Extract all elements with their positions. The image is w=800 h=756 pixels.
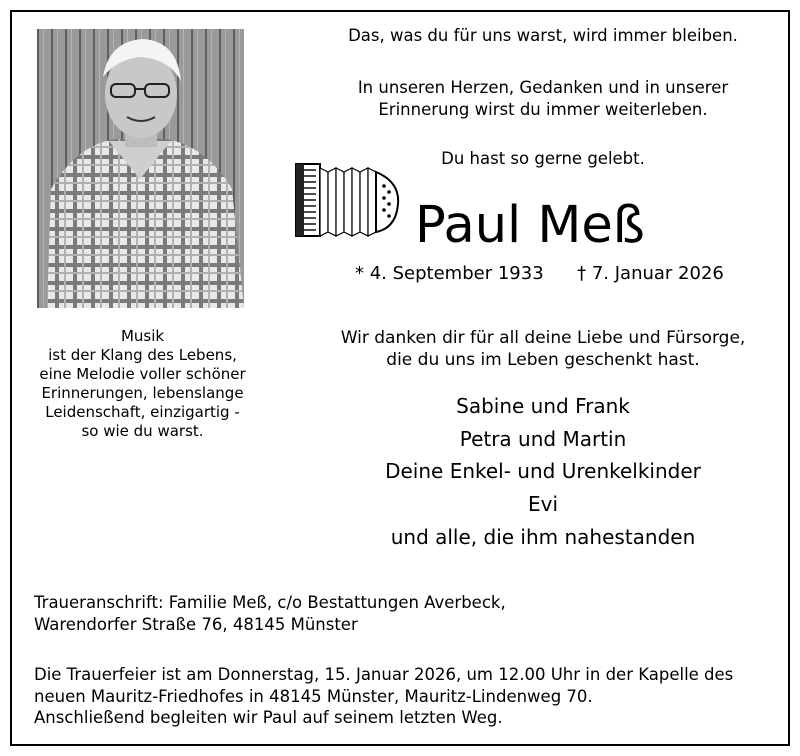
poem <box>30 327 255 441</box>
poem-line: ist der Klang des Lebens, <box>48 346 237 364</box>
mourners-list <box>288 390 798 554</box>
quote-3: Du hast so gerne gelebt. <box>441 149 645 168</box>
thanks-line: Wir danken dir für all deine Liebe und Fürsorge, <box>340 328 746 348</box>
ceremony-info <box>34 664 733 729</box>
death-date: † 7. Januar 2026 <box>577 263 724 284</box>
poem-line: Musik <box>120 327 165 345</box>
ceremony-line: neuen Mauritz-Friedhofes in 48145 Münster, Mauritz-Lindenweg 70. <box>34 686 593 706</box>
mourner: Sabine und Frank <box>456 394 630 418</box>
quote-2-line: In unseren Herzen, Gedanken und in unserer <box>357 78 729 97</box>
mourner: Evi <box>527 492 559 517</box>
poem-line: so wie du warst. <box>81 422 204 440</box>
thanks-line: die du uns im Leben geschenkt hast. <box>386 350 700 370</box>
mourner: Petra und Martin <box>459 426 627 451</box>
address-line: Traueranschrift: Familie Meß, c/o Bestattungen Averbeck, <box>34 593 506 612</box>
poem-line: Erinnerungen, lebenslange <box>41 384 244 402</box>
quote-2-line: Erinnerung wirst du immer weiterleben. <box>378 100 708 119</box>
poem-line: eine Melodie voller schöner <box>39 365 246 383</box>
mourner: Deine Enkel- und Urenkelkinder <box>385 459 701 484</box>
thanks-text <box>288 327 798 371</box>
mourning-address <box>34 592 506 635</box>
portrait-photo <box>37 29 244 308</box>
deceased-name: Paul Meß <box>415 196 645 255</box>
quote-2 <box>288 77 798 121</box>
ceremony-line: Die Trauerfeier ist am Donnerstag, 15. Januar 2026, um 12.00 Uhr in der Kapelle des <box>34 665 734 684</box>
quote-1: Das, was du für uns warst, wird immer bleiben. <box>348 26 738 45</box>
poem-line: Leidenschaft, einzigartig - <box>45 403 240 421</box>
ceremony-line: Anschließend begleiten wir Paul auf seinem letzten Weg. <box>34 708 503 727</box>
birth-date: * 4. September 1933 <box>355 263 544 284</box>
accordion-icon <box>292 162 402 242</box>
mourner: und alle, die ihm nahestanden <box>390 524 696 549</box>
address-line: Warendorfer Straße 76, 48145 Münster <box>34 614 358 634</box>
life-dates <box>355 262 724 286</box>
